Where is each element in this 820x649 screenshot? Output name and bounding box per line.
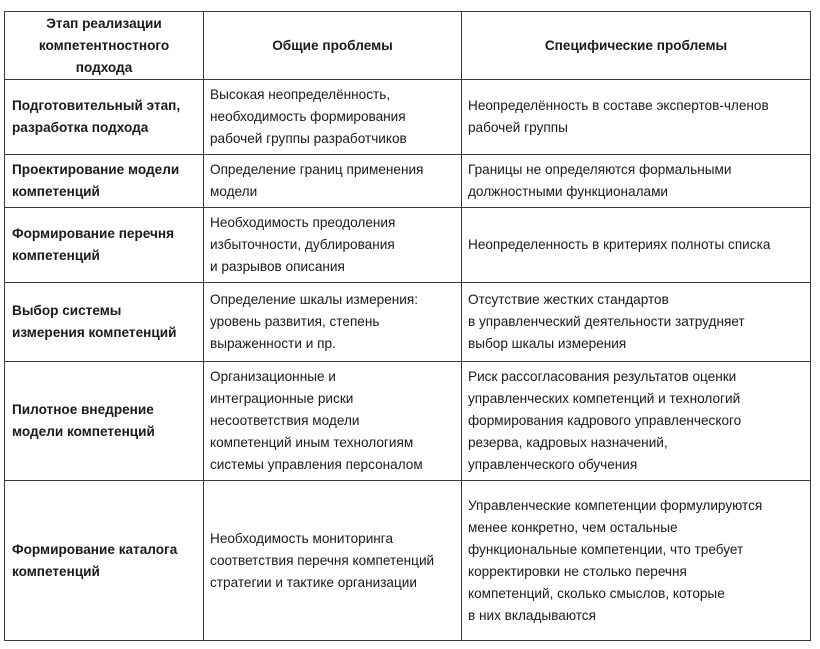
general-problems-cell: Необходимость преодоления избыточности, дублирования и разрывов описания: [204, 208, 462, 283]
general-problems-cell: Определение границ применения модели: [204, 155, 462, 208]
specific-problems-cell: Управленческие компетенции формулируются менее конкретно, чем остальные функциональные компетенции, что требует корректировки не столько перечня компетенций, сколько смыслов, которые в них вкладываются: [462, 481, 811, 641]
specific-problems-cell: Границы не определяются формальными должностными функционалами: [462, 155, 811, 208]
stage-cell: Пилотное внедрение модели компетенций: [5, 362, 204, 481]
general-problems-cell: Высокая неопределённость, необходимость формирования рабочей группы разработчиков: [204, 80, 462, 155]
table-row: [5, 208, 811, 283]
header-stage: Этап реализации компетентностного подхода: [5, 12, 204, 80]
specific-problems-cell: Риск рассогласования результатов оценки управленческих компетенций и технологий формирования кадрового управленческого резерва, кадровых назначений, управленческого обучения: [462, 362, 811, 481]
specific-problems-cell: Неопределённость в составе экспертов-членов рабочей группы: [462, 80, 811, 155]
stage-cell: Проектирование модели компетенций: [5, 155, 204, 208]
table-row: [5, 481, 811, 641]
table-row: [5, 283, 811, 362]
header-general-problems: Общие проблемы: [204, 12, 462, 80]
general-problems-cell: Организационные и интеграционные риски несоответствия модели компетенций иным технологиям системы управления персоналом: [204, 362, 462, 481]
table-row: [5, 155, 811, 208]
table-header-row: [5, 12, 811, 80]
stage-cell: Формирование перечня компетенций: [5, 208, 204, 283]
general-problems-cell: Необходимость мониторинга соответствия перечня компетенций стратегии и тактике организации: [204, 481, 462, 641]
stage-cell: Подготовительный этап, разработка подхода: [5, 80, 204, 155]
header-specific-problems: Специфические проблемы: [462, 12, 811, 80]
stage-cell: Формирование каталога компетенций: [5, 481, 204, 641]
specific-problems-cell: Отсутствие жестких стандартов в управленческий деятельности затрудняет выбор шкалы измерения: [462, 283, 811, 362]
specific-problems-cell: Неопределенность в критериях полноты списка: [462, 208, 811, 283]
table-row: [5, 80, 811, 155]
table-row: [5, 362, 811, 481]
competency-problems-table: [4, 11, 811, 641]
stage-cell: Выбор системы измерения компетенций: [5, 283, 204, 362]
general-problems-cell: Определение шкалы измерения: уровень развития, степень выраженности и пр.: [204, 283, 462, 362]
